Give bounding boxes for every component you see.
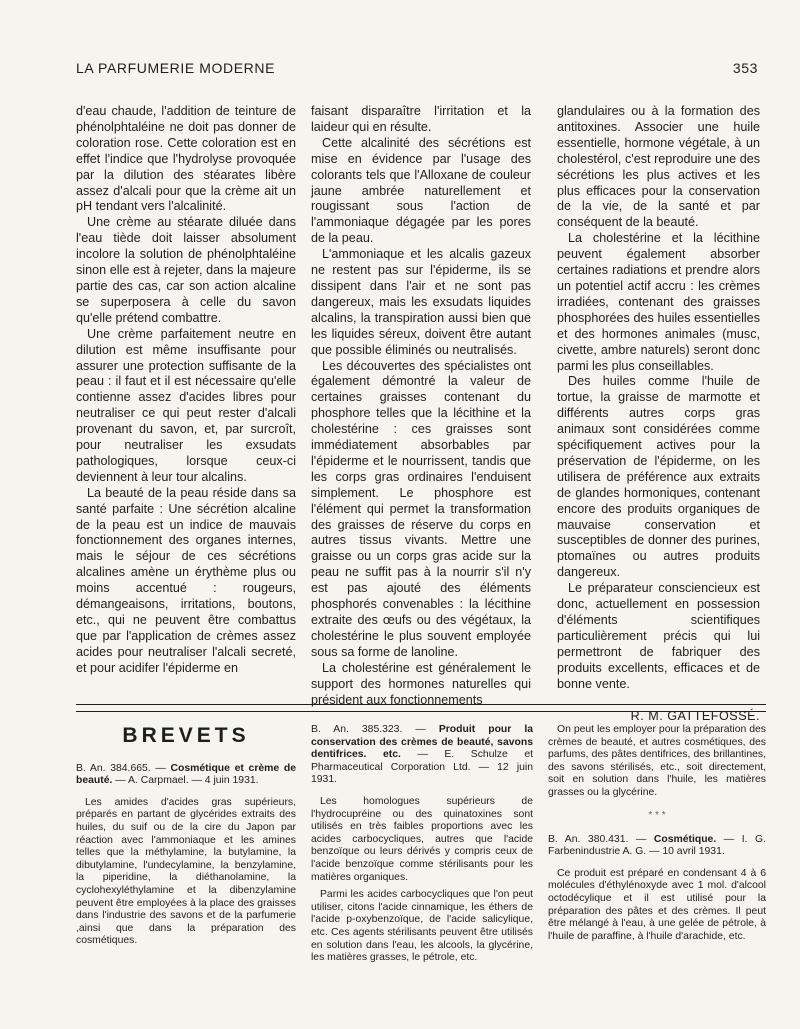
paragraph: faisant disparaître l'irritation et la laideur qui en résulte.: [311, 104, 531, 134]
paragraph: Une crème au stéarate diluée dans l'eau tiède doit laisser absolument incolore la solution de phénolphtaléine sinon elle est à rejeter, dans la majeure partie des cas, car son action alcaline se superposera à celle du savon qu'elle prétend combattre.: [76, 215, 296, 325]
paragraph: La cholestérine est généralement le support des hormones naturelles qui président aux fonctionnements: [311, 660, 531, 707]
patent-heading: [76, 763, 296, 788]
patent-owner: — I. G. Farbenindustrie A. G. — 10 avril 1931.: [548, 833, 766, 858]
patent-body: Ce produit est préparé en condensant 4 à 6 molécules d'éthylénoxyde avec 1 mol. d'alcool octodécylique et il est utilisé pour la préparation des pâtes et des crèmes. Il peut être mélangé à l'eau, à une gelée de pétrole, à l'huile de paraffine, à l'huile d'arachide, etc.: [548, 867, 766, 942]
patent-heading: [311, 724, 533, 787]
paragraph: Des huiles comme l'huile de tortue, la graisse de marmotte et différents autres corps gras animaux sont considérées comme spécifiquement actives pour la préservation de l'épiderme, on les utilisera de préférence aux extraits de glandes hormoniques, contenant encore des produits organiques de mauvaise conservation et susceptibles de donner des purines, ptomaïnes ou autres produits dangereux.: [557, 374, 760, 580]
journal-title: LA PARFUMERIE MODERNE: [76, 60, 276, 76]
brevets-heading: BREVETS: [122, 724, 250, 747]
paragraph: glandulaires ou à la formation des antitoxines. Associer une huile essentielle, hormone végétale, à un cholestérol, c'est reproduire une des sécrétions les plus actives et les plus efficaces pour la conservation de la vie, de la santé et par conséquent de la beauté.: [557, 104, 760, 230]
patent-ref: B. An. 380.431. —: [548, 833, 647, 845]
patent-title: Cosmétique et crème de beauté.: [76, 762, 296, 787]
patent-ref: B. An. 385.323. —: [311, 724, 426, 735]
paragraph: La cholestérine et la lécithine peuvent également absorber certaines radiations et prendre alors un potentiel actif accru : les crèmes irradiées, contenant des graisses phosphorées des huiles essentielles et des hormones animales (musc, civette, ambre naturels) seront donc parmi les plus conseillables.: [557, 231, 760, 373]
article-column-2: [311, 104, 531, 708]
patent-body: On peut les employer pour la préparation des crèmes de beauté, et autres cosmétiques, des parfums, des pâtes dentifrices, des brillantines, des savons stérilisés, etc., soit directement, soit en solution dans l'huile, les matières grasses ou la glycérine.: [548, 724, 766, 798]
author-signature: R. M. GATTEFOSSÉ.: [630, 708, 760, 723]
brevets-column-3: [548, 724, 766, 948]
patent-owner: — A. Carpmael. — 4 juin 1931.: [115, 775, 259, 787]
patent-owner: — E. Schulze et Pharmaceutical Corporation Ltd. — 12 juin 1931.: [311, 749, 533, 786]
section-divider-top: [76, 704, 766, 705]
paragraph: Une crème parfaitement neutre en dilution est même insuffisante pour assurer une protection suffisante de la peau : il faut et il est nécessaire qu'elle contienne assez d'acides libres pour neutraliser ce qui peut rester d'alcali provenant du savon, et, par surcroît, pour neutraliser les exsudats pathologiques, lorsque ceux-ci deviennent à leur tour alcalins.: [76, 326, 296, 484]
patent-body: Les amides d'acides gras supérieurs, préparés en partant de glycérides extraits des huiles, du suif ou de la cire du Japon par réaction avec l'ammoniaque et les amines telles que la méthylamine, la butylamine, la dibutylamine, l'undecylamine, la benzylamine, la piperidine, la diéthanolamine, la cyclohexyléthylamine et la dibenzylamine peuvent être employées à la place des graisses dans l'industrie des savons et de la parfumerie ,ainsi que dans la préparation des cosmétiques.: [76, 796, 296, 947]
patent-body: Les homologues supérieurs de l'hydrocupréine ou des quinatoxines sont utilisés en très faibles proportions avec les acides carbocycliques, autres que l'acide benzoïque ou leurs dérivés y compris ceux de l'acide benzoïque comme stérilisants pour les matières organiques.: [311, 795, 533, 883]
patent-heading: [548, 834, 766, 859]
section-separator: * * *: [648, 809, 666, 821]
article-column-3: [557, 104, 760, 724]
paragraph: Le préparateur consciencieux est donc, actuellement en possession d'éléments scientifiques particulièrement précis qui lui permettront de fabriquer des produits excellents, efficaces et de bonne vente.: [557, 581, 760, 691]
paragraph: Cette alcalinité des sécrétions est mise en évidence par l'usage des colorants tels que l'Alloxane de couleur jaune ambrée naturellement et rougissant sous l'action de l'ammoniaque dégagée par les pores de la peau.: [311, 135, 531, 246]
patent-body: Parmi les acides carbocycliques que l'on peut utiliser, citons l'acide cinnamique, les éthers de l'acide p-oxybenzoïque, de l'acide salicylique, etc. Ces agents stérilisants peuvent être utilisés en solution dans l'eau, les alcools, la glycérine, les matières grasses, le pétrole, etc.: [311, 889, 533, 964]
article-column-1: [76, 104, 296, 677]
section-divider-bottom: [76, 711, 766, 712]
brevets-column-2: [311, 724, 533, 970]
page-number: 353: [732, 60, 758, 76]
paragraph: d'eau chaude, l'addition de teinture de phénolphtaléine ne doit pas donner de coloration rose. Cette coloration est en effet l'indice que l'hydrolyse provoquée par la dilution des stéarates libère assez d'alcali pour que la crème ait un pH tendant vers l'alcalinité.: [76, 104, 296, 214]
patent-title: Produit pour la conservation des crèmes de beauté, savons dentifrices. etc.: [311, 724, 534, 761]
paragraph: Les découvertes des spécialistes ont également démontré la valeur de certaines graisses contenant du phosphore telles que la lécithine et la cholestérine : ces graisses sont immédiatement absorbables par l'épiderme et le nourrissent, tandis que les corps gras ordinaires l'enduisent simplement. Le phosphore est l'élément qui permet la transformation des graisses de réserve du corps en autres tissus vivants. Mettre une graisse ou un corps gras acide sur la peau ne suffit pas à la nourrir s'il n'y est pas ajouté des éléments phosphorés convenables : la lécithine extraite des œufs ou des végétaux, la cholestérine le plus souvent employée sous sa forme de lanoline.: [311, 358, 531, 659]
paragraph: L'ammoniaque et les alcalis gazeux ne restent pas sur l'épiderme, ils se dissipent dans l'air et ne sont pas dangereux, mais les exsudats liquides alcalins, la transpiration aussi bien que les liquides séreux, doivent être autant que possible éliminés ou neutralisés.: [311, 247, 531, 357]
paragraph: La beauté de la peau réside dans sa santé parfaite : Une sécrétion alcaline de la peau est un indice de mauvais fonctionnement des organes internes, mais le séjour de ces sécrétions alcalines amène un érythème plus ou moins accentué : rougeurs, démangeaisons, irritations, boutons, etc., qui ne peuvent être combattus que par l'application de crèmes assez acides pour neutraliser l'alcali secreté, et pour acidifer l'épiderme en: [76, 485, 296, 675]
patent-ref: B. An. 384.665. —: [76, 762, 166, 774]
patent-title: Cosmétique.: [653, 833, 717, 845]
brevets-column-1: [76, 724, 296, 953]
